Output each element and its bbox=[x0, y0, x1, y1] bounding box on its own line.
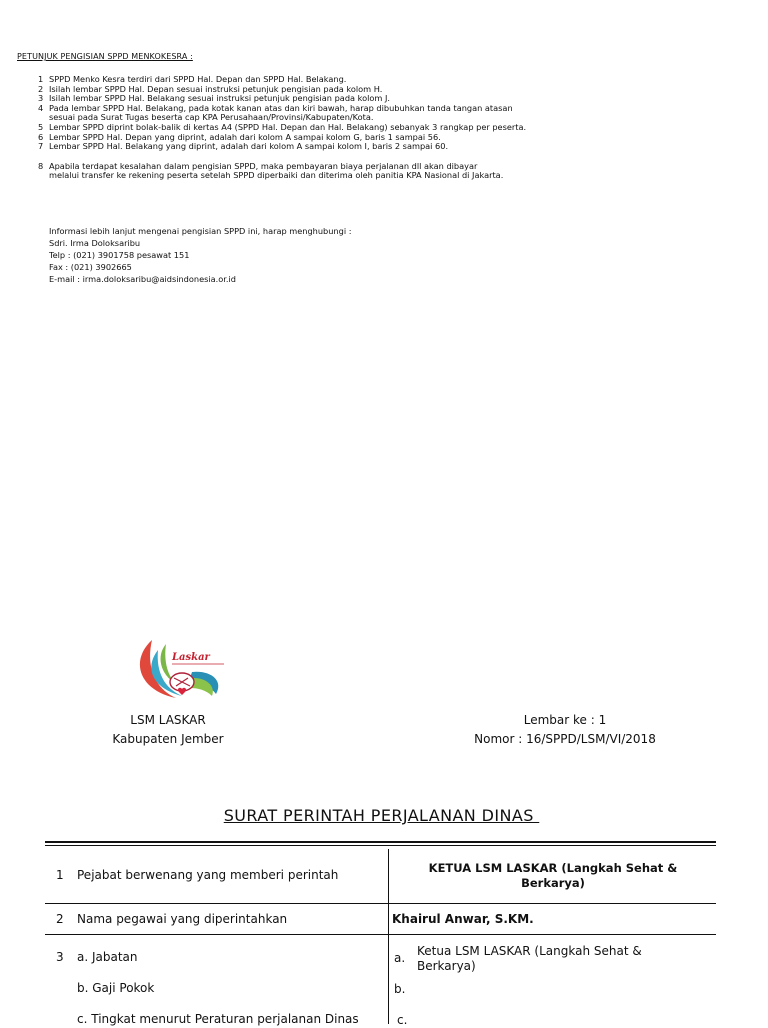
instruction-text: SPPD Menko Kesra terdiri dari SPPD Hal. Depan dan SPPD Hal. Belakang. bbox=[49, 74, 347, 84]
employee-name-label: Nama pegawai yang diperintahkan bbox=[77, 912, 288, 926]
laskar-logo bbox=[136, 636, 228, 702]
contact-fax: Fax : (021) 3902665 bbox=[49, 262, 132, 272]
instruction-item bbox=[38, 142, 526, 152]
instruction-item bbox=[38, 171, 526, 181]
document-number: Nomor : 16/SPPD/LSM/VI/2018 bbox=[474, 732, 656, 746]
instruction-text: Lembar SPPD Hal. Belakang yang diprint, adalah dari kolom A sampai kolom I, baris 2 sampai 60. bbox=[49, 141, 449, 152]
instructions-title: PETUNJUK PENGISIAN SPPD MENKOKESRA : bbox=[17, 52, 193, 61]
contact-intro: Informasi lebih lanjut mengenai pengisian SPPD ini, harap menghubungi : bbox=[49, 226, 352, 236]
instruction-number: 8 bbox=[38, 160, 44, 171]
instruction-text: melalui transfer ke rekening peserta setelah SPPD diperbaiki dan diterima oleh panitia KPA Nasional di Jakarta. bbox=[49, 170, 504, 181]
instruction-text: Apabila terdapat kesalahan dalam pengisian SPPD, maka pembayaran biaya perjalanan dll akan dibayar bbox=[49, 160, 478, 171]
contact-name: Sdri. Irma Doloksaribu bbox=[49, 238, 141, 248]
sheet-number: Lembar ke : 1 bbox=[523, 713, 607, 727]
instruction-number: 4 bbox=[38, 102, 44, 113]
instruction-number: 1 bbox=[38, 74, 44, 84]
document-reference bbox=[460, 711, 670, 749]
instruction-text: Pada lembar SPPD Hal. Belakang, pada kotak kanan atas dan kiri bawah, harap dibubuhkan tanda tangan atasan bbox=[49, 102, 513, 113]
organization-region: Kabupaten Jember bbox=[112, 732, 224, 746]
base-salary-label: b. Gaji Pokok bbox=[77, 981, 155, 995]
instruction-number: 3 bbox=[38, 93, 44, 104]
travel-level-label: c. Tingkat menurut Peraturan perjalanan Dinas bbox=[77, 1012, 359, 1026]
instruction-text: Isilah lembar SPPD Hal. Depan sesuai instruksi petunjuk pengisian pada kolom H. bbox=[49, 83, 383, 94]
table-row-divider bbox=[45, 934, 716, 935]
table-top-border bbox=[45, 841, 716, 843]
contact-info bbox=[49, 225, 351, 285]
base-salary-prefix: b. bbox=[394, 982, 406, 996]
authority-label: Pejabat berwenang yang memberi perintah bbox=[77, 868, 339, 882]
instructions-list bbox=[38, 75, 526, 181]
logo-wordmark: Laskar bbox=[172, 652, 210, 663]
table-column-divider bbox=[388, 849, 389, 1024]
contact-phone: Telp : (021) 3901758 pesawat 151 bbox=[49, 250, 190, 260]
instruction-number: 7 bbox=[38, 141, 44, 152]
position-label: a. Jabatan bbox=[77, 950, 138, 964]
organization-block bbox=[98, 711, 238, 749]
instruction-number: 2 bbox=[38, 83, 44, 94]
table-row-divider bbox=[45, 903, 716, 904]
contact-email: E-mail : irma.doloksaribu@aidsindonesia.or.id bbox=[49, 274, 236, 284]
instruction-text: Lembar SPPD diprint bolak-balik di kertas A4 (SPPD Hal. Depan dan Hal. Belakang) sebanyak 3 rangkap per peserta. bbox=[49, 121, 527, 132]
row-number: 3 bbox=[56, 950, 64, 964]
instruction-number: 6 bbox=[38, 131, 44, 142]
instruction-text: Isilah lembar SPPD Hal. Belakang sesuai instruksi petunjuk pengisian pada kolom J. bbox=[49, 93, 390, 104]
position-prefix: a. bbox=[394, 951, 406, 965]
instruction-number: 5 bbox=[38, 121, 44, 132]
organization-name: LSM LASKAR bbox=[130, 713, 206, 727]
instruction-text: Lembar SPPD Hal. Depan yang diprint, adalah dari kolom A sampai kolom G, baris 1 sampai 56. bbox=[49, 131, 441, 142]
document-title: SURAT PERINTAH PERJALANAN DINAS bbox=[223, 806, 540, 825]
authority-value-line2: Berkarya) bbox=[521, 876, 585, 890]
row-number: 1 bbox=[56, 868, 64, 882]
position-value-line1: Ketua LSM LASKAR (Langkah Sehat & bbox=[417, 944, 642, 958]
instruction-text: sesuai pada Surat Tugas beserta cap KPA Perusahaan/Provinsi/Kabupaten/Kota. bbox=[49, 112, 374, 123]
table-top-border-inner bbox=[45, 845, 716, 846]
authority-value-line1: KETUA LSM LASKAR (Langkah Sehat & bbox=[428, 861, 678, 875]
employee-name-value: Khairul Anwar, S.KM. bbox=[392, 912, 534, 926]
position-value-line2: Berkarya) bbox=[417, 959, 476, 973]
travel-level-prefix: c. bbox=[397, 1013, 408, 1027]
row-number: 2 bbox=[56, 912, 64, 926]
